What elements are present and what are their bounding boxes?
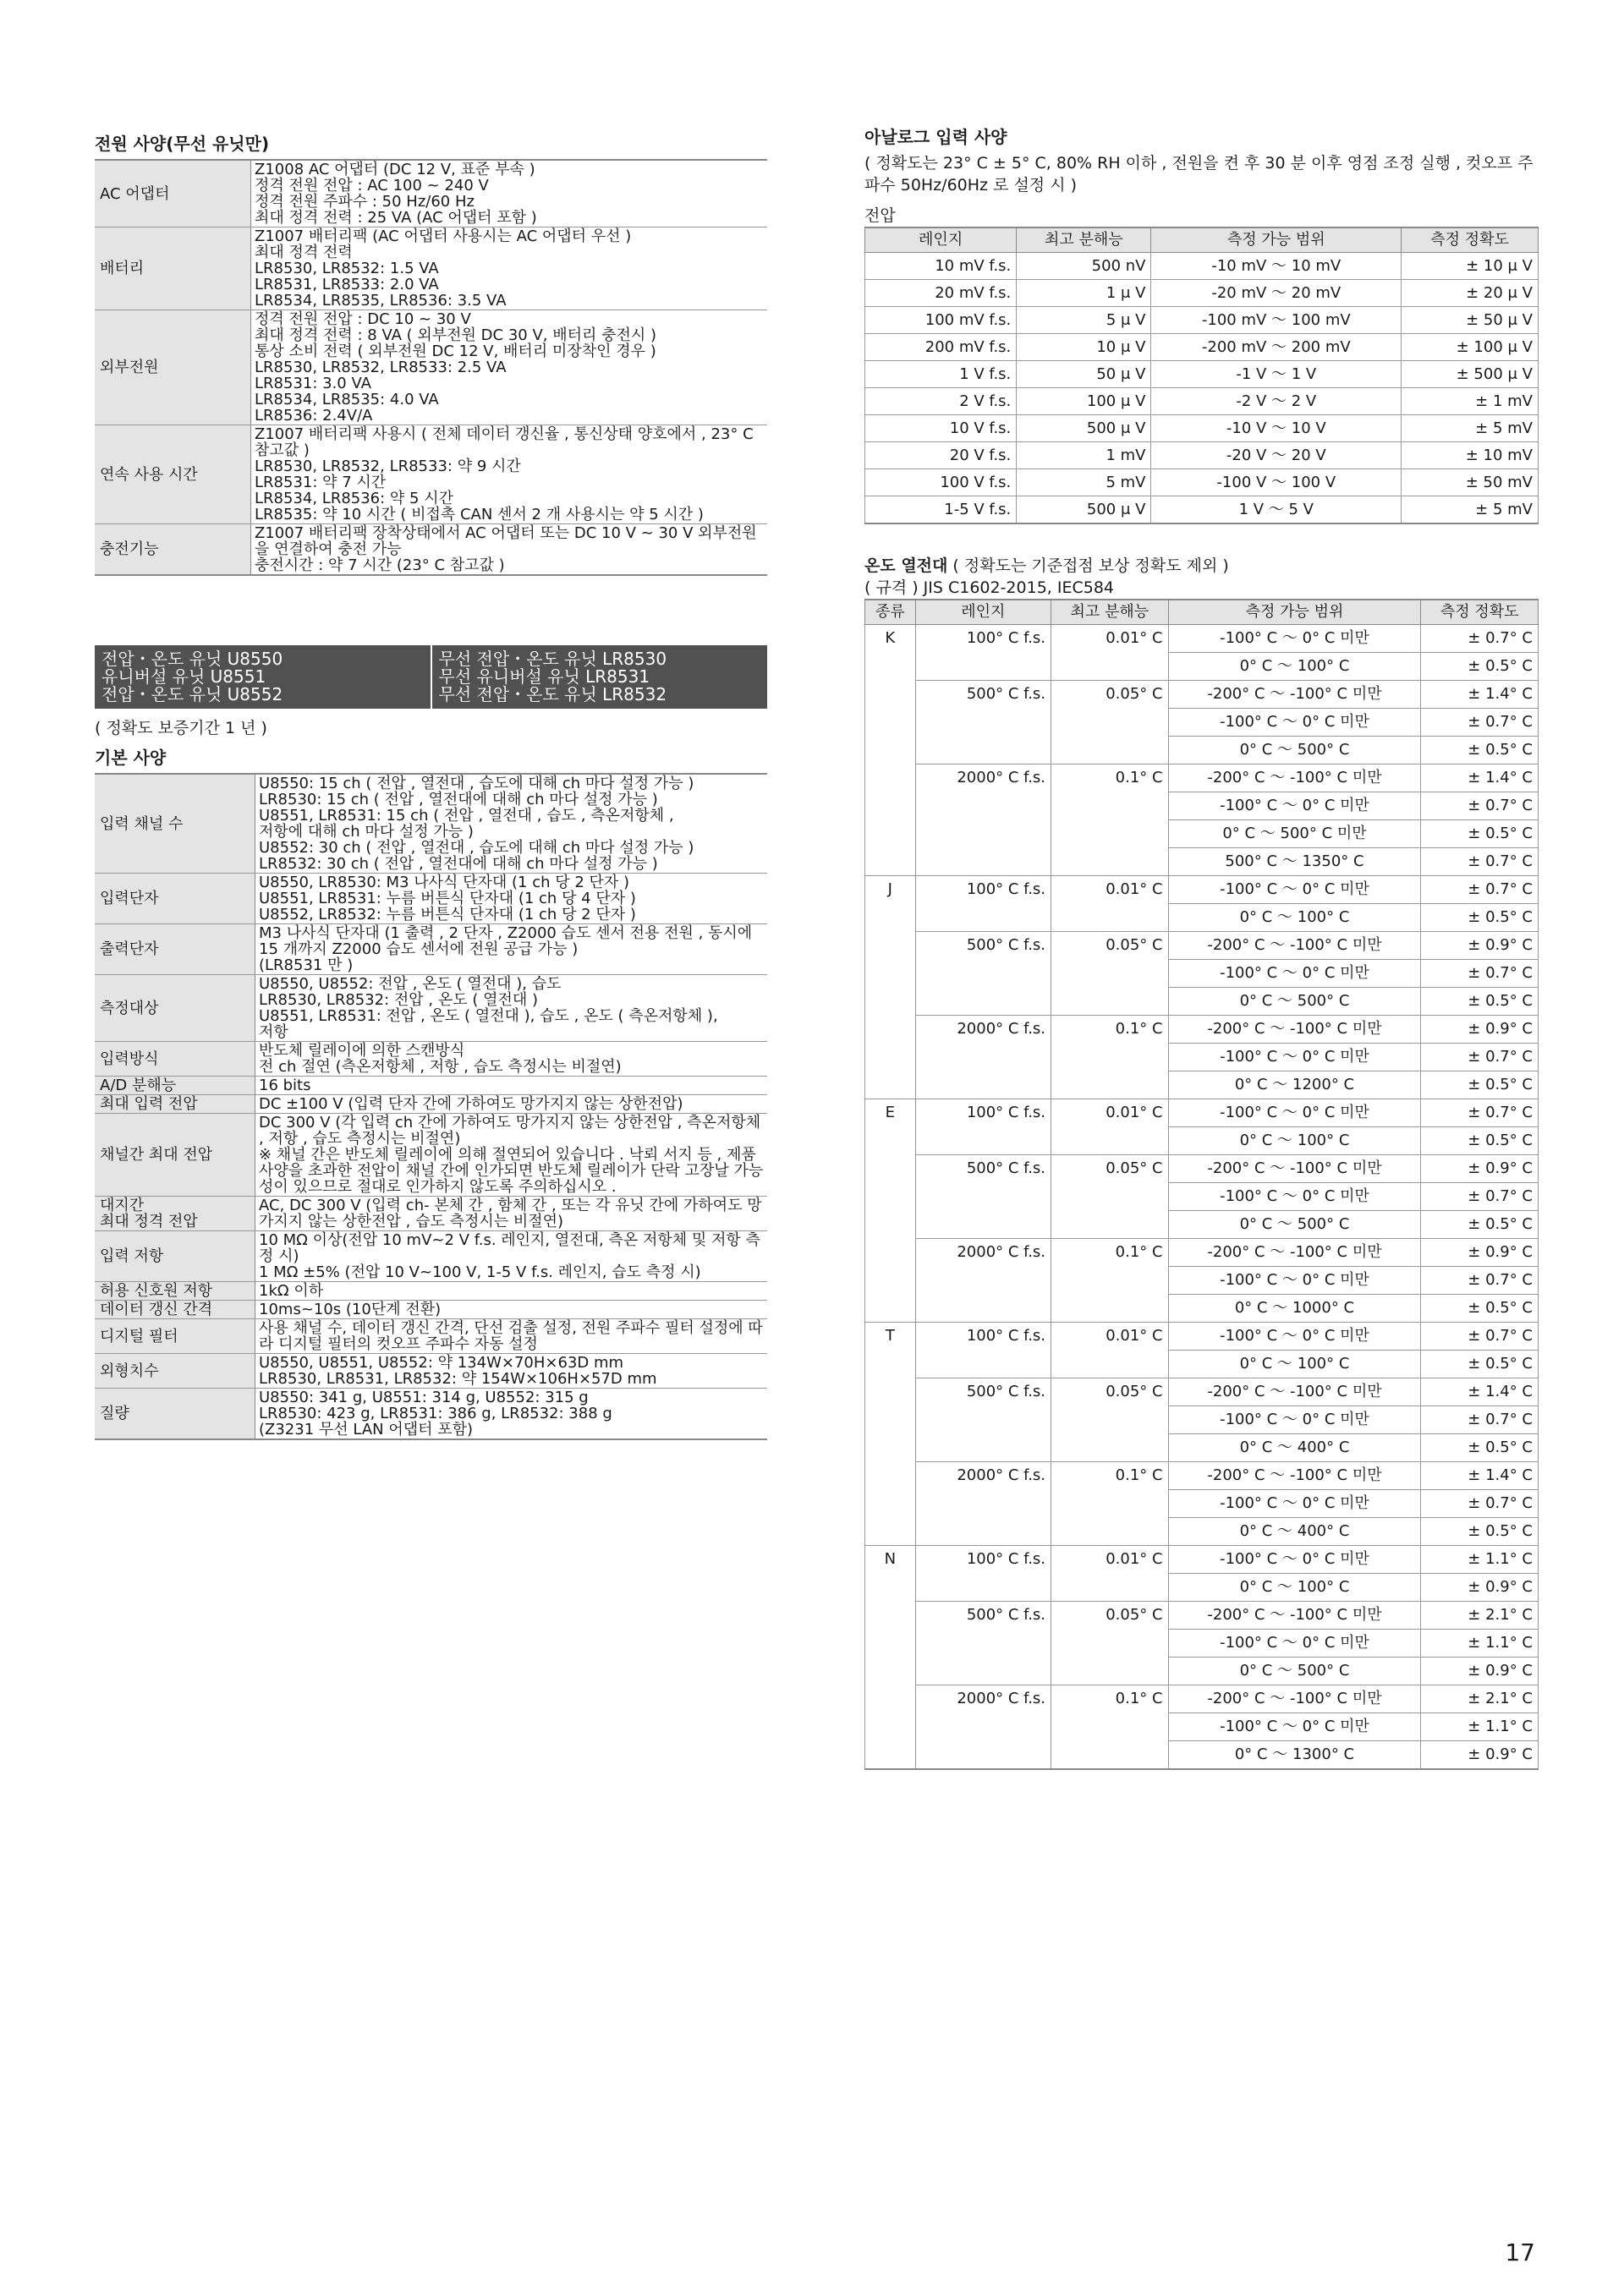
voltage-cell: 500 μ V: [1017, 496, 1151, 524]
thermo-measurable-range-cell: 0° C ～ 500° C 미만: [1168, 820, 1421, 848]
thermo-measurable-range-cell: -100° C ～ 0° C 미만: [1168, 1713, 1421, 1741]
voltage-row: [865, 469, 1539, 496]
thermo-accuracy-cell: ± 0.7° C: [1421, 1183, 1539, 1211]
voltage-cell: 20 V f.s.: [865, 442, 1017, 469]
thermo-measurable-range-cell: -200° C ～ -100° C 미만: [1168, 1155, 1421, 1183]
basic-spec-row: [95, 1231, 767, 1282]
thermo-resolution-cell: 0.01° C: [1051, 876, 1169, 932]
thermo-measurable-range-cell: -200° C ～ -100° C 미만: [1168, 1685, 1421, 1713]
thermo-measurable-range-cell: 0° C ～ 100° C: [1168, 1574, 1421, 1602]
thermo-resolution-cell: 0.05° C: [1051, 681, 1169, 764]
basic-spec-title: 기본 사양: [95, 748, 167, 768]
thermo-range-cell: 2000° C f.s.: [915, 1462, 1051, 1546]
thermo-row: [865, 1546, 1539, 1574]
thermo-measurable-range-cell: 0° C ～ 1200° C: [1168, 1071, 1421, 1099]
page-number: 17: [1505, 2238, 1535, 2266]
thermo-resolution-cell: 0.1° C: [1051, 1239, 1169, 1323]
thermo-accuracy-cell: ± 0.9° C: [1421, 1658, 1539, 1685]
wired-unit-models: 전압・온도 유닛 U8550 유니버설 유닛 U8551 전압・온도 유닛 U8552: [102, 649, 283, 704]
spec-value: 반도체 릴레이에 의한 스캔방식 전 ch 절연 (측온저항체 , 저항 , 습도 측정시는 비절연): [255, 1042, 768, 1077]
thermo-range-cell: 500° C f.s.: [915, 1378, 1051, 1462]
power-spec-row: [95, 160, 767, 227]
power-spec-title: 전원 사양(무선 유닛만): [95, 134, 270, 154]
basic-spec-body: [95, 774, 767, 1439]
voltage-row: [865, 253, 1539, 280]
thermo-accuracy-cell: ± 1.1° C: [1421, 1630, 1539, 1658]
voltage-cell: -100 mV ～ 100 mV: [1151, 307, 1402, 334]
voltage-header-row: [865, 227, 1539, 253]
thermo-resolution-cell: 0.01° C: [1051, 1546, 1169, 1602]
voltage-cell: 1 V f.s.: [865, 361, 1017, 388]
voltage-cell: 500 μ V: [1017, 415, 1151, 442]
voltage-cell: 50 μ V: [1017, 361, 1151, 388]
voltage-cell: ± 50 mV: [1402, 469, 1539, 496]
spec-label: 입력방식: [95, 1042, 255, 1077]
voltage-cell: 1 V ～ 5 V: [1151, 496, 1402, 524]
spec-label: 질량: [95, 1389, 255, 1440]
thermo-accuracy-cell: ± 0.5° C: [1421, 904, 1539, 932]
thermo-accuracy-cell: ± 0.5° C: [1421, 1071, 1539, 1099]
thermo-accuracy-cell: ± 0.7° C: [1421, 792, 1539, 820]
spec-value: 사용 채널 수, 데이터 갱신 간격, 단선 검출 설정, 전원 주파수 필터 설정에 따라 디지털 필터의 컷오프 주파수 자동 설정: [255, 1319, 768, 1354]
voltage-cell: -20 mV ～ 20 mV: [1151, 280, 1402, 307]
thermo-measurable-range-cell: -200° C ～ -100° C 미만: [1168, 764, 1421, 792]
thermo-measurable-range-cell: 0° C ～ 1300° C: [1168, 1741, 1421, 1770]
spec-label: 허용 신호원 저항: [95, 1282, 255, 1301]
voltage-cell: -200 mV ～ 200 mV: [1151, 334, 1402, 361]
thermo-measurable-range-cell: -100° C ～ 0° C 미만: [1168, 1323, 1421, 1351]
voltage-row: [865, 361, 1539, 388]
voltage-cell: 10 mV f.s.: [865, 253, 1017, 280]
thermo-row: [865, 1155, 1539, 1183]
thermo-type-cell: T: [865, 1323, 916, 1546]
thermo-row: [865, 1099, 1539, 1127]
spec-label: 연속 사용 시간: [95, 425, 251, 524]
thermo-accuracy-cell: ± 0.5° C: [1421, 1211, 1539, 1239]
voltage-column-header: 측정 가능 범위: [1151, 227, 1402, 253]
thermo-measurable-range-cell: 0° C ～ 100° C: [1168, 904, 1421, 932]
thermo-resolution-cell: 0.01° C: [1051, 1323, 1169, 1378]
thermo-row: [865, 1602, 1539, 1630]
thermo-title: 온도 열전대: [864, 556, 948, 575]
thermo-measurable-range-cell: -100° C ～ 0° C 미만: [1168, 792, 1421, 820]
basic-spec-row: [95, 1282, 767, 1301]
power-spec-row: [95, 310, 767, 425]
thermo-row: [865, 764, 1539, 792]
voltage-cell: -10 mV ～ 10 mV: [1151, 253, 1402, 280]
thermo-measurable-range-cell: -100° C ～ 0° C 미만: [1168, 1099, 1421, 1127]
thermo-header-row: [865, 600, 1539, 625]
thermo-range-cell: 100° C f.s.: [915, 1546, 1051, 1602]
voltage-cell: 1-5 V f.s.: [865, 496, 1017, 524]
thermo-range-cell: 2000° C f.s.: [915, 1016, 1051, 1099]
voltage-cell: ± 1 mV: [1402, 388, 1539, 415]
thermo-measurable-range-cell: -200° C ～ -100° C 미만: [1168, 1239, 1421, 1267]
thermo-accuracy-cell: ± 1.1° C: [1421, 1546, 1539, 1574]
thermo-accuracy-cell: ± 0.7° C: [1421, 1406, 1539, 1434]
voltage-cell: 5 μ V: [1017, 307, 1151, 334]
thermocouple-table: [864, 599, 1539, 1770]
voltage-cell: -1 V ～ 1 V: [1151, 361, 1402, 388]
power-spec-body: [95, 160, 767, 575]
thermo-measurable-range-cell: 0° C ～ 500° C: [1168, 1211, 1421, 1239]
thermo-measurable-range-cell: 0° C ～ 400° C: [1168, 1434, 1421, 1462]
spec-value: DC ±100 V (입력 단자 간에 가하여도 망가지지 않는 상한전압): [255, 1095, 768, 1114]
basic-spec-row: [95, 1301, 767, 1319]
voltage-row: [865, 496, 1539, 524]
thermo-measurable-range-cell: -200° C ～ -100° C 미만: [1168, 681, 1421, 709]
spec-label: AC 어댑터: [95, 160, 251, 227]
voltage-table: [864, 227, 1539, 524]
thermo-accuracy-cell: ± 1.4° C: [1421, 764, 1539, 792]
spec-label: 충전기능: [95, 524, 251, 576]
analog-accuracy-note: ( 정확도는 23° C ± 5° C, 80% RH 이하 , 전원을 켠 후 30 분 이후 영점 조정 실행 , 컷오프 주파수 50Hz/60Hz 로 설정 시 ): [864, 154, 1533, 195]
power-spec-table: [95, 159, 767, 576]
voltage-cell: ± 20 μ V: [1402, 280, 1539, 307]
thermo-resolution-cell: 0.05° C: [1051, 1602, 1169, 1685]
thermo-measurable-range-cell: -100° C ～ 0° C 미만: [1168, 1546, 1421, 1574]
thermo-resolution-cell: 0.01° C: [1051, 1099, 1169, 1155]
right-column: [864, 127, 1539, 1770]
voltage-cell: -100 V ～ 100 V: [1151, 469, 1402, 496]
voltage-cell: 2 V f.s.: [865, 388, 1017, 415]
voltage-cell: ± 5 mV: [1402, 415, 1539, 442]
thermo-measurable-range-cell: -100° C ～ 0° C 미만: [1168, 1267, 1421, 1295]
thermo-accuracy-cell: ± 0.5° C: [1421, 988, 1539, 1016]
spec-value: U8550: 15 ch ( 전압 , 열전대 , 습도에 대해 ch 마다 설정 가능 ) LR8530: 15 ch ( 전압 , 열전대에 대해 ch 마다 설정 가능 ) U8551, LR8531: 15 ch ( 전압 , 열전대 , 습도 , 측온저항체 , 저항에 대해 ch 마다 설정 가능 ) U8552: 30 ch ( 전압 , 열전대 , 습도에 대해 ch 마다 설정 가능 ) LR8532: 30 ch ( 전압 , 열전대에 대해 ch 마다 설정 가능 ): [255, 774, 768, 874]
unit-model-header: [95, 645, 767, 709]
spec-label: 대지간 최대 정격 전압: [95, 1197, 255, 1231]
thermo-accuracy-cell: ± 0.7° C: [1421, 1267, 1539, 1295]
basic-spec-row: [95, 1319, 767, 1354]
thermo-accuracy-cell: ± 0.5° C: [1421, 820, 1539, 848]
voltage-cell: 100 V f.s.: [865, 469, 1017, 496]
thermo-accuracy-cell: ± 2.1° C: [1421, 1602, 1539, 1630]
voltage-row: [865, 334, 1539, 361]
thermo-accuracy-cell: ± 0.9° C: [1421, 1574, 1539, 1602]
thermo-accuracy-cell: ± 2.1° C: [1421, 1685, 1539, 1713]
spec-value: M3 나사식 단자대 (1 출력 , 2 단자 , Z2000 습도 센서 전용 전원 , 동시에 15 개까지 Z2000 습도 센서에 전원 공급 가능 ) (LR8531 만 ): [255, 924, 768, 975]
thermo-range-cell: 500° C f.s.: [915, 932, 1051, 1016]
voltage-table-body: [865, 253, 1539, 524]
power-spec-row: [95, 524, 767, 576]
thermo-resolution-cell: 0.1° C: [1051, 1462, 1169, 1546]
spec-label: 채널간 최대 전압: [95, 1114, 255, 1197]
spec-value: U8550, U8551, U8552: 약 134W×70H×63D mm LR8530, LR8531, LR8532: 약 154W×106H×57D mm: [255, 1354, 768, 1389]
warranty-note: ( 정확도 보증기간 1 년 ): [95, 719, 267, 737]
voltage-cell: -10 V ～ 10 V: [1151, 415, 1402, 442]
voltage-row: [865, 415, 1539, 442]
thermo-type-cell: J: [865, 876, 916, 1099]
thermo-measurable-range-cell: -200° C ～ -100° C 미만: [1168, 1016, 1421, 1044]
thermo-measurable-range-cell: 0° C ～ 1000° C: [1168, 1295, 1421, 1323]
spec-value: Z1007 배터리팩 사용시 ( 전체 데이터 갱신율 , 통신상태 양호에서 , 23° C 참고값 ) LR8530, LR8532, LR8533: 약 9 시간 LR8531: 약 7 시간 LR8534, LR8536: 약 5 시간 LR8535: 약 10 시간 ( 비접촉 CAN 센서 2 개 사용시는 약 5 시간 ): [251, 425, 768, 524]
thermo-column-header: 종류: [865, 600, 916, 625]
thermo-column-header: 레인지: [915, 600, 1051, 625]
thermo-accuracy-cell: ± 0.7° C: [1421, 876, 1539, 904]
spec-label: A/D 분해능: [95, 1077, 255, 1095]
voltage-cell: 5 mV: [1017, 469, 1151, 496]
thermo-row: [865, 625, 1539, 653]
spec-label: 데이터 갱신 간격: [95, 1301, 255, 1319]
basic-spec-row: [95, 1197, 767, 1231]
thermo-accuracy-cell: ± 0.9° C: [1421, 1016, 1539, 1044]
thermo-range-cell: 2000° C f.s.: [915, 764, 1051, 876]
voltage-cell: ± 100 μ V: [1402, 334, 1539, 361]
thermo-accuracy-cell: ± 0.9° C: [1421, 932, 1539, 960]
basic-spec-row: [95, 1042, 767, 1077]
spec-value: 1kΩ 이하: [255, 1282, 768, 1301]
spec-value: Z1007 배터리팩 (AC 어댑터 사용시는 AC 어댑터 우선 ) 최대 정격 전력 LR8530, LR8532: 1.5 VA LR8531, LR8533: 2.0 VA LR8534, LR8535, LR8536: 3.5 VA: [251, 227, 768, 310]
thermo-accuracy-cell: ± 0.5° C: [1421, 1434, 1539, 1462]
thermo-resolution-cell: 0.05° C: [1051, 1155, 1169, 1239]
thermo-range-cell: 100° C f.s.: [915, 1099, 1051, 1155]
thermo-row: [865, 876, 1539, 904]
voltage-row: [865, 307, 1539, 334]
thermo-measurable-range-cell: 0° C ～ 100° C: [1168, 653, 1421, 681]
thermo-type-cell: N: [865, 1546, 916, 1770]
thermo-measurable-range-cell: 0° C ～ 400° C: [1168, 1518, 1421, 1546]
basic-spec-row: [95, 1354, 767, 1389]
spec-label: 배터리: [95, 227, 251, 310]
thermo-range-cell: 500° C f.s.: [915, 681, 1051, 764]
voltage-cell: 500 nV: [1017, 253, 1151, 280]
thermo-row: [865, 1323, 1539, 1351]
thermo-accuracy-cell: ± 0.5° C: [1421, 1295, 1539, 1323]
thermo-accuracy-cell: ± 1.4° C: [1421, 681, 1539, 709]
voltage-cell: 10 μ V: [1017, 334, 1151, 361]
thermo-measurable-range-cell: -200° C ～ -100° C 미만: [1168, 1378, 1421, 1406]
basic-spec-row: [95, 1114, 767, 1197]
spec-label: 출력단자: [95, 924, 255, 975]
power-spec-row: [95, 425, 767, 524]
spec-label: 입력 채널 수: [95, 774, 255, 874]
thermo-accuracy-cell: ± 0.7° C: [1421, 709, 1539, 737]
thermo-resolution-cell: 0.1° C: [1051, 1685, 1169, 1770]
left-column: [95, 134, 767, 1440]
spec-value: 10ms~10s (10단계 전환): [255, 1301, 768, 1319]
voltage-cell: 100 mV f.s.: [865, 307, 1017, 334]
thermo-row: [865, 1239, 1539, 1267]
thermo-resolution-cell: 0.05° C: [1051, 932, 1169, 1016]
voltage-row: [865, 388, 1539, 415]
thermo-measurable-range-cell: -100° C ～ 0° C 미만: [1168, 1406, 1421, 1434]
basic-spec-row: [95, 1389, 767, 1440]
spec-value: 정격 전원 전압 : DC 10 ~ 30 V 최대 정격 전력 : 8 VA ( 외부전원 DC 30 V, 배터리 충전시 ) 통상 소비 전력 ( 외부전원 DC 12 V, 배터리 미장착인 경우 ) LR8530, LR8532, LR8533: 2.5 VA LR8531: 3.0 VA LR8534, LR8535: 4.0 VA LR8536: 2.4V/A: [251, 310, 768, 425]
thermo-accuracy-cell: ± 0.9° C: [1421, 1741, 1539, 1770]
voltage-cell: -20 V ～ 20 V: [1151, 442, 1402, 469]
thermo-accuracy-cell: ± 0.7° C: [1421, 848, 1539, 876]
thermo-range-cell: 100° C f.s.: [915, 1323, 1051, 1378]
thermo-range-cell: 100° C f.s.: [915, 876, 1051, 932]
basic-spec-row: [95, 774, 767, 874]
spec-label: 측정대상: [95, 975, 255, 1042]
wireless-unit-models: 무선 전압・온도 유닛 LR8530 무선 유니버설 유닛 LR8531 무선 전압・온도 유닛 LR8532: [431, 645, 768, 709]
voltage-column-header: 측정 정확도: [1402, 227, 1539, 253]
thermo-accuracy-cell: ± 0.9° C: [1421, 1239, 1539, 1267]
voltage-cell: 1 μ V: [1017, 280, 1151, 307]
thermo-measurable-range-cell: 0° C ～ 500° C: [1168, 988, 1421, 1016]
thermo-accuracy-cell: ± 0.7° C: [1421, 1490, 1539, 1518]
voltage-cell: 100 μ V: [1017, 388, 1151, 415]
basic-spec-row: [95, 924, 767, 975]
thermo-column-header: 최고 분해능: [1051, 600, 1169, 625]
thermo-row: [865, 1462, 1539, 1490]
thermo-measurable-range-cell: -100° C ～ 0° C 미만: [1168, 1630, 1421, 1658]
thermo-accuracy-cell: ± 0.5° C: [1421, 1351, 1539, 1378]
thermo-measurable-range-cell: -100° C ～ 0° C 미만: [1168, 1183, 1421, 1211]
spec-value: Z1007 배터리팩 장착상태에서 AC 어댑터 또는 DC 10 V ~ 30 V 외부전원을 연결하여 충전 가능 충전시간 : 약 7 시간 (23° C 참고값 ): [251, 524, 768, 576]
thermo-range-cell: 2000° C f.s.: [915, 1685, 1051, 1770]
spec-label: 디지털 필터: [95, 1319, 255, 1354]
thermo-accuracy-cell: ± 0.9° C: [1421, 1155, 1539, 1183]
basic-spec-row: [95, 874, 767, 924]
voltage-cell: 20 mV f.s.: [865, 280, 1017, 307]
thermo-resolution-cell: 0.05° C: [1051, 1378, 1169, 1462]
spec-label: 외부전원: [95, 310, 251, 425]
thermo-accuracy-cell: ± 1.4° C: [1421, 1378, 1539, 1406]
basic-spec-row: [95, 1095, 767, 1114]
thermo-range-cell: 100° C f.s.: [915, 625, 1051, 681]
voltage-column-header: 레인지: [865, 227, 1017, 253]
thermo-resolution-cell: 0.1° C: [1051, 1016, 1169, 1099]
thermo-title-note: ( 정확도는 기준접점 보상 정확도 제외 ): [947, 556, 1229, 575]
voltage-title: 전압: [864, 206, 896, 225]
thermo-measurable-range-cell: -100° C ～ 0° C 미만: [1168, 960, 1421, 988]
thermo-range-cell: 2000° C f.s.: [915, 1239, 1051, 1323]
thermo-title-line: [864, 555, 1539, 577]
thermo-measurable-range-cell: 0° C ～ 100° C: [1168, 1127, 1421, 1155]
thermo-range-cell: 500° C f.s.: [915, 1155, 1051, 1239]
spec-label: 외형치수: [95, 1354, 255, 1389]
voltage-cell: ± 10 μ V: [1402, 253, 1539, 280]
thermo-accuracy-cell: ± 1.1° C: [1421, 1713, 1539, 1741]
thermo-accuracy-cell: ± 0.5° C: [1421, 737, 1539, 764]
thermo-type-cell: E: [865, 1099, 916, 1323]
basic-spec-table: [95, 773, 767, 1440]
analog-input-title: 아날로그 입력 사양: [864, 127, 1007, 147]
basic-spec-row: [95, 975, 767, 1042]
thermo-measurable-range-cell: 0° C ～ 500° C: [1168, 1658, 1421, 1685]
thermo-row: [865, 1685, 1539, 1713]
thermo-column-header: 측정 가능 범위: [1168, 600, 1421, 625]
thermo-accuracy-cell: ± 0.5° C: [1421, 653, 1539, 681]
spec-value: U8550: 341 g, U8551: 314 g, U8552: 315 g LR8530: 423 g, LR8531: 386 g, LR8532: 388 g (Z3231 무선 LAN 어댑터 포함): [255, 1389, 768, 1440]
spec-label: 입력단자: [95, 874, 255, 924]
voltage-cell: 10 V f.s.: [865, 415, 1017, 442]
voltage-row: [865, 442, 1539, 469]
thermo-range-cell: 500° C f.s.: [915, 1602, 1051, 1685]
voltage-cell: ± 5 mV: [1402, 496, 1539, 524]
spec-value: U8550, U8552: 전압 , 온도 ( 열전대 ), 습도 LR8530, LR8532: 전압 , 온도 ( 열전대 ) U8551, LR8531: 전압 , 온도 ( 열전대 ), 습도 , 온도 ( 측온저항체 ), 저항: [255, 975, 768, 1042]
voltage-cell: ± 500 μ V: [1402, 361, 1539, 388]
thermo-row: [865, 1378, 1539, 1406]
spec-label: 입력 저항: [95, 1231, 255, 1282]
thermo-column-header: 측정 정확도: [1421, 600, 1539, 625]
spec-value: AC, DC 300 V (입력 ch- 본체 간 , 함체 간 , 또는 각 유닛 간에 가하여도 망가지지 않는 상한전압 , 습도 측정시는 비절연): [255, 1197, 768, 1231]
thermo-accuracy-cell: ± 0.7° C: [1421, 1099, 1539, 1127]
basic-spec-row: [95, 1077, 767, 1095]
thermo-measurable-range-cell: -200° C ～ -100° C 미만: [1168, 932, 1421, 960]
thermo-accuracy-cell: ± 0.5° C: [1421, 1127, 1539, 1155]
thermo-accuracy-cell: ± 0.7° C: [1421, 960, 1539, 988]
voltage-column-header: 최고 분해능: [1017, 227, 1151, 253]
voltage-cell: 200 mV f.s.: [865, 334, 1017, 361]
spec-value: U8550, LR8530: M3 나사식 단자대 (1 ch 당 2 단자 ) U8551, LR8531: 누름 버튼식 단자대 (1 ch 당 4 단자 ) U8552, LR8532: 누름 버튼식 단자대 (1 ch 당 2 단자 ): [255, 874, 768, 924]
voltage-cell: -2 V ～ 2 V: [1151, 388, 1402, 415]
thermo-accuracy-cell: ± 1.4° C: [1421, 1462, 1539, 1490]
spec-value: 16 bits: [255, 1077, 768, 1095]
thermo-type-cell: K: [865, 625, 916, 876]
spec-label: 최대 입력 전압: [95, 1095, 255, 1114]
voltage-cell: 1 mV: [1017, 442, 1151, 469]
thermo-measurable-range-cell: -100° C ～ 0° C 미만: [1168, 1044, 1421, 1071]
thermo-accuracy-cell: ± 0.7° C: [1421, 1044, 1539, 1071]
thermo-measurable-range-cell: 500° C ～ 1350° C: [1168, 848, 1421, 876]
thermo-measurable-range-cell: -100° C ～ 0° C 미만: [1168, 709, 1421, 737]
thermo-measurable-range-cell: 0° C ～ 100° C: [1168, 1351, 1421, 1378]
thermo-row: [865, 1016, 1539, 1044]
power-spec-row: [95, 227, 767, 310]
thermo-resolution-cell: 0.1° C: [1051, 764, 1169, 876]
thermo-resolution-cell: 0.01° C: [1051, 625, 1169, 681]
voltage-row: [865, 280, 1539, 307]
voltage-cell: ± 10 mV: [1402, 442, 1539, 469]
thermo-measurable-range-cell: -100° C ～ 0° C 미만: [1168, 1490, 1421, 1518]
thermo-measurable-range-cell: -100° C ～ 0° C 미만: [1168, 876, 1421, 904]
thermo-measurable-range-cell: -100° C ～ 0° C 미만: [1168, 625, 1421, 653]
thermo-accuracy-cell: ± 0.5° C: [1421, 1518, 1539, 1546]
spec-value: Z1008 AC 어댑터 (DC 12 V, 표준 부속 ) 정격 전원 전압 : AC 100 ~ 240 V 정격 전원 주파수 : 50 Hz/60 Hz 최대 정격 전력 : 25 VA (AC 어댑터 포함 ): [251, 160, 768, 227]
thermo-measurable-range-cell: 0° C ～ 500° C: [1168, 737, 1421, 764]
thermo-measurable-range-cell: -200° C ～ -100° C 미만: [1168, 1462, 1421, 1490]
thermo-row: [865, 681, 1539, 709]
voltage-cell: ± 50 μ V: [1402, 307, 1539, 334]
spec-value: 10 MΩ 이상(전압 10 mV~2 V f.s. 레인지, 열전대, 측온 저항체 및 저항 측정 시) 1 MΩ ±5% (전압 10 V~100 V, 1-5 V f.s. 레인지, 습도 측정 시): [255, 1231, 768, 1282]
thermo-accuracy-cell: ± 0.7° C: [1421, 1323, 1539, 1351]
thermo-table-body: [865, 625, 1539, 1770]
thermo-row: [865, 932, 1539, 960]
thermo-measurable-range-cell: -200° C ～ -100° C 미만: [1168, 1602, 1421, 1630]
spec-value: DC 300 V (각 입력 ch 간에 가하여도 망가지지 않는 상한전압 , 측온저항체 , 저항 , 습도 측정시는 비절연) ※ 채널 간은 반도체 릴레이에 의해 절연되어 있습니다 . 낙뢰 서지 등 , 제품 사양을 초과한 전압이 채널 간에 인가되면 반도체 릴레이가 단락 고장날 가능성이 있으므로 절대로 인가하지 않도록 주의하십시오 .: [255, 1114, 768, 1197]
thermo-standard: ( 규격 ) JIS C1602-2015, IEC584: [864, 578, 1115, 597]
thermo-accuracy-cell: ± 0.7° C: [1421, 625, 1539, 653]
